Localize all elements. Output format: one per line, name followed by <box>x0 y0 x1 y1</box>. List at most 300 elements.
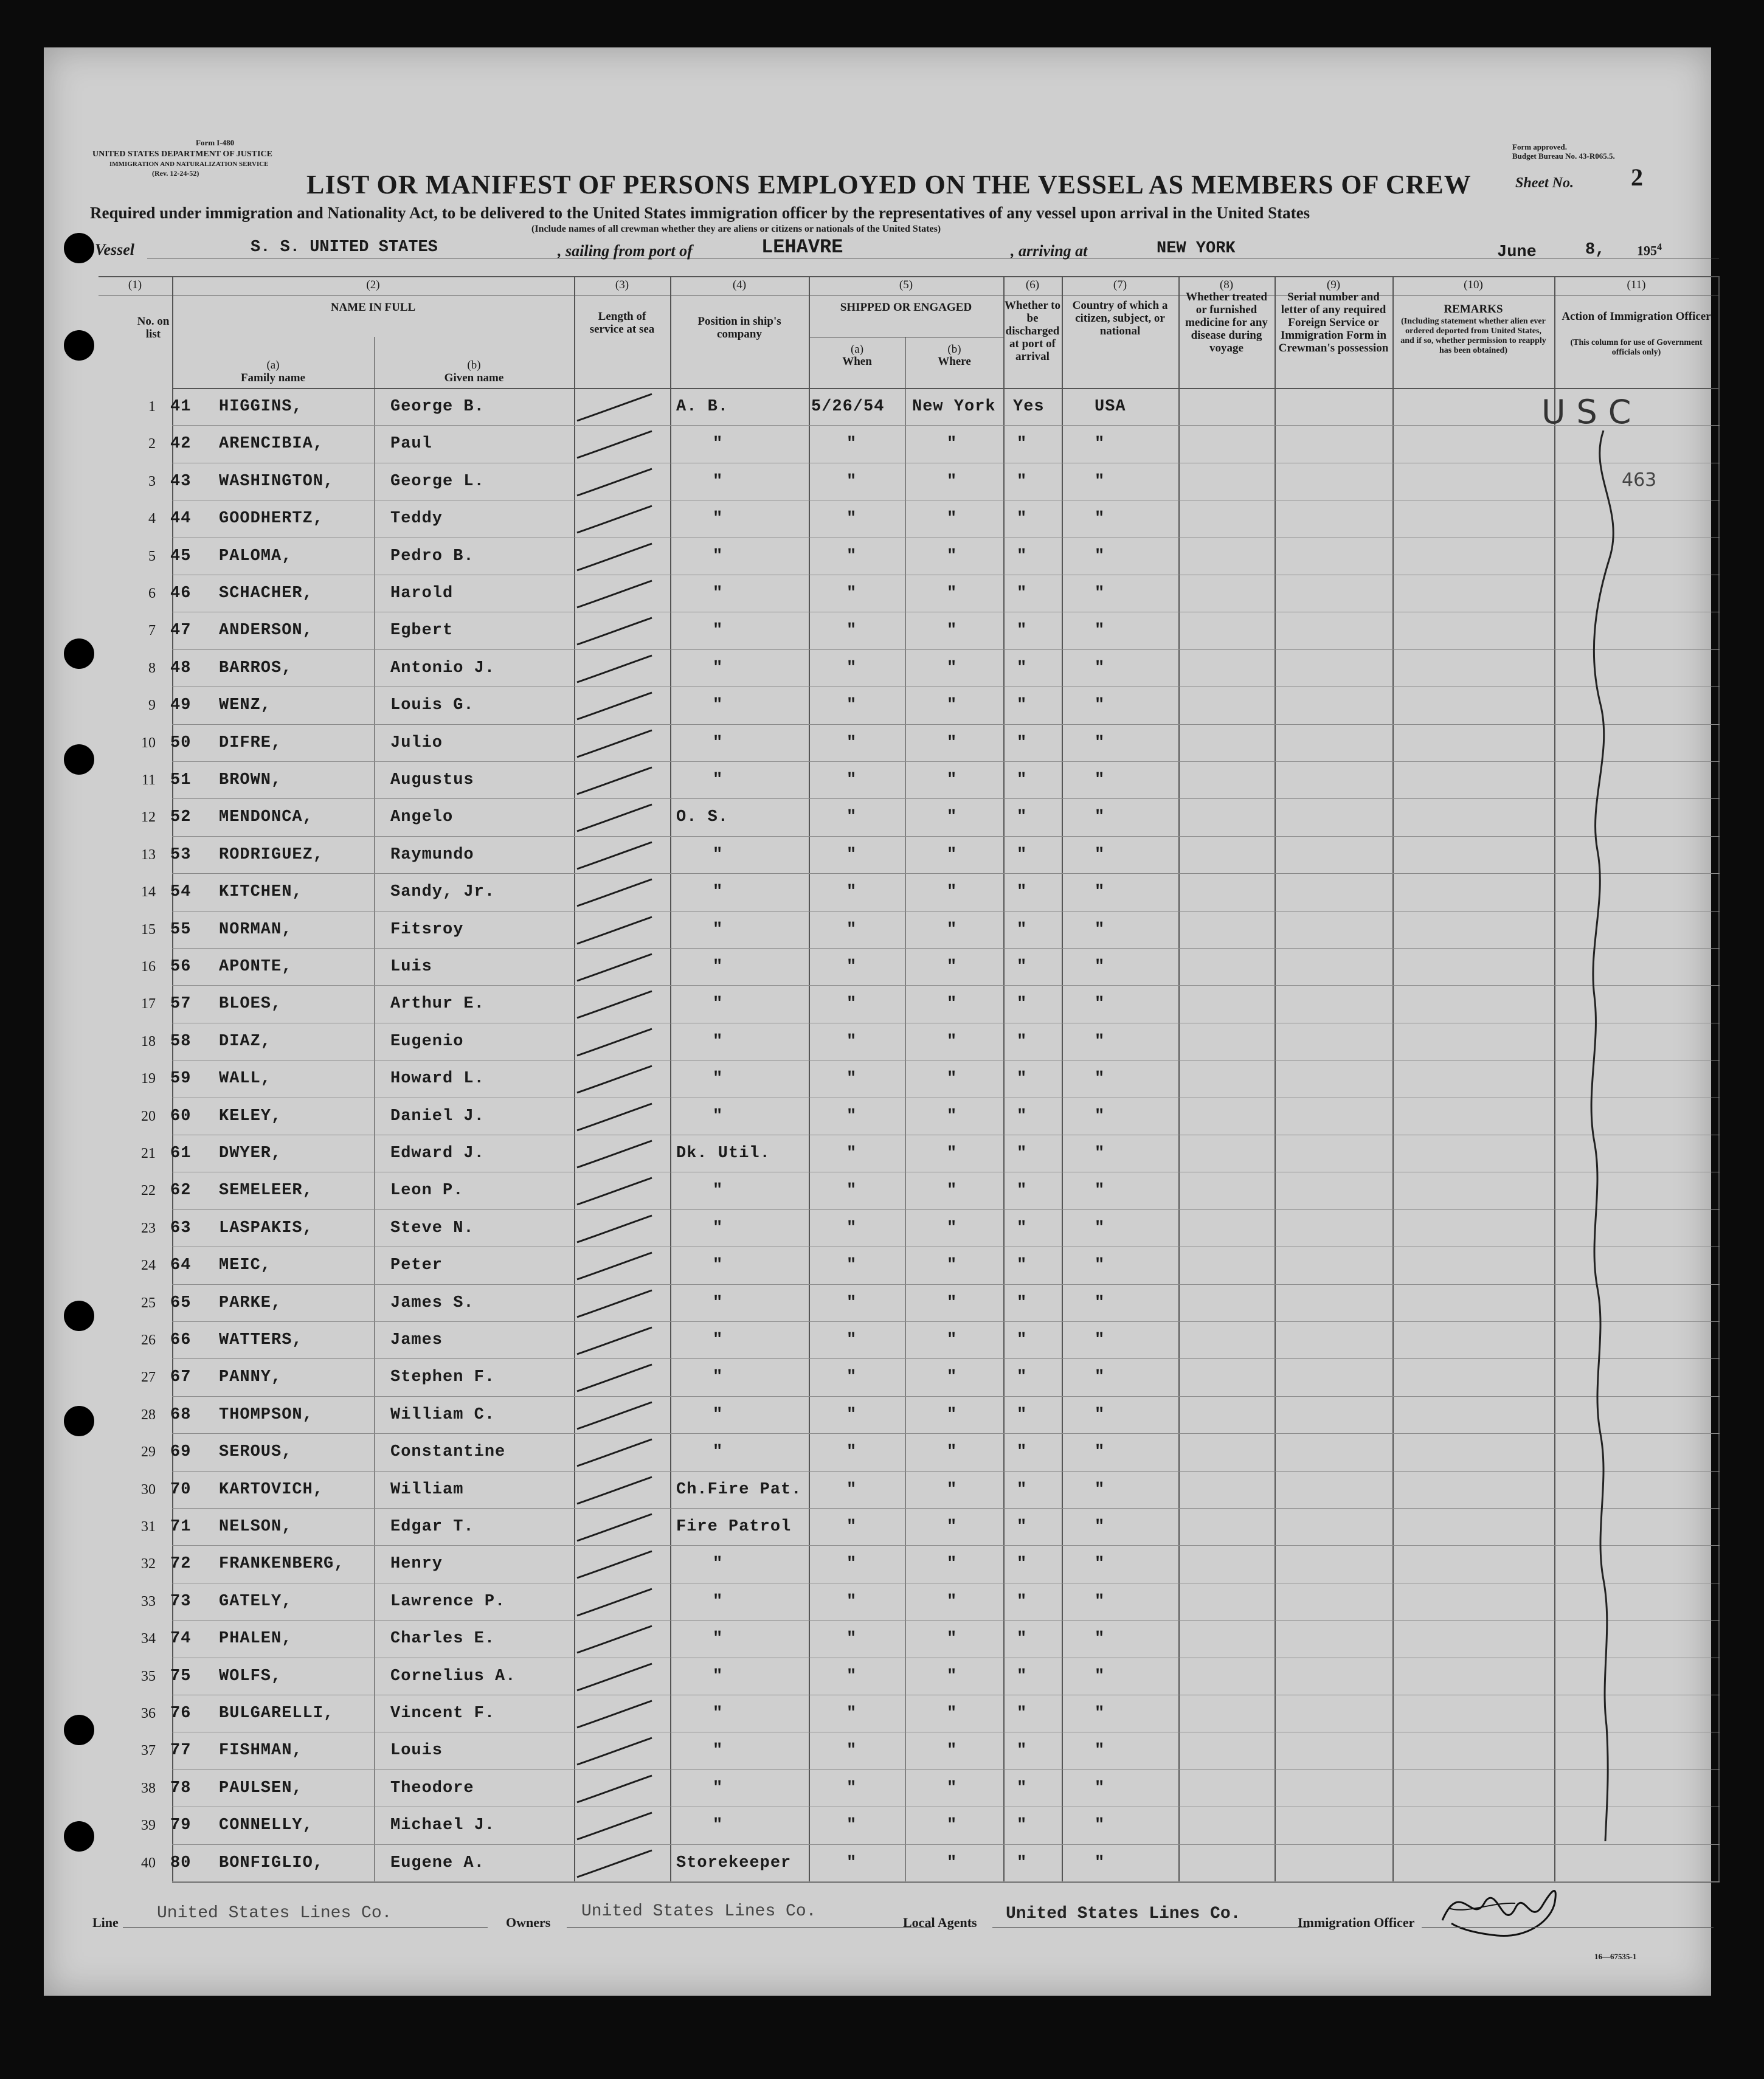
shipped-where: " <box>947 659 958 677</box>
position-in-company: " <box>713 920 724 939</box>
shipped-where: New York <box>912 398 996 416</box>
row-rule <box>172 1396 1720 1397</box>
shipped-when: " <box>846 1555 857 1574</box>
given-name: Paul <box>390 435 432 454</box>
service-tick-mark <box>574 986 653 1023</box>
position-in-company: " <box>713 435 724 454</box>
given-name: Sandy, Jr. <box>390 883 496 902</box>
col-rule <box>809 276 810 1881</box>
citizenship-country: " <box>1095 584 1105 603</box>
crew-list-number: 53 <box>170 845 192 864</box>
service-tick-mark <box>574 949 653 986</box>
row-rule <box>172 1471 1720 1472</box>
position-in-company: " <box>713 883 724 902</box>
citizenship-country: " <box>1095 1070 1105 1088</box>
shipped-when: " <box>846 883 857 902</box>
service-tick-mark <box>574 1211 653 1247</box>
position-in-company: " <box>713 845 724 864</box>
shipped-when: " <box>846 1144 857 1163</box>
col-1-number: (1) <box>128 278 142 291</box>
position-in-company: " <box>713 1443 724 1462</box>
crew-list-number: 62 <box>170 1181 192 1200</box>
row-line-number: 19 <box>141 1071 156 1087</box>
discharge-status: " <box>1017 510 1028 528</box>
shipped-when: " <box>846 1667 857 1686</box>
crew-list-number: 42 <box>170 435 192 454</box>
service-tick-mark <box>574 1509 653 1546</box>
service-tick-mark <box>574 651 653 687</box>
position-in-company: Ch.Fire Pat. <box>676 1480 802 1499</box>
col-rule <box>1178 276 1180 1881</box>
family-name: KELEY, <box>219 1107 282 1126</box>
crew-list-number: 67 <box>170 1368 192 1387</box>
col-2-number: (2) <box>366 278 380 291</box>
given-name: James <box>390 1331 443 1349</box>
service-tick-mark <box>574 1846 653 1882</box>
given-name: Stephen F. <box>390 1368 496 1387</box>
form-approved: Form approved. <box>1512 142 1568 151</box>
given-name: Steve N. <box>390 1219 474 1237</box>
shipped-where: " <box>947 1630 958 1648</box>
citizenship-country: " <box>1095 1779 1105 1797</box>
owners-underline <box>567 1927 932 1928</box>
shipped-where: " <box>947 1816 958 1835</box>
discharge-status: " <box>1017 1480 1028 1499</box>
date-month: June <box>1497 243 1537 261</box>
subtitle-note: (Include names of all crewman whether they are aliens or citizens or nationals of the United States) <box>531 224 941 234</box>
crew-list-number: 73 <box>170 1592 192 1611</box>
shipped-where: " <box>947 1555 958 1574</box>
crew-list-number: 76 <box>170 1704 192 1723</box>
crew-list-number: 49 <box>170 696 192 715</box>
discharge-status: " <box>1017 1742 1028 1760</box>
col-4-header: Position in ship's company <box>697 315 781 341</box>
given-name: Arthur E. <box>390 995 485 1014</box>
citizenship-country: " <box>1095 1032 1105 1051</box>
service-tick-mark <box>574 1061 653 1098</box>
given-name: Peter <box>390 1256 443 1275</box>
shipped-when: " <box>846 1592 857 1611</box>
position-in-company: " <box>713 733 724 752</box>
shipped-where: " <box>947 1256 958 1275</box>
position-in-company: " <box>713 1592 724 1611</box>
family-name: LASPAKIS, <box>219 1219 313 1237</box>
discharge-status: " <box>1017 995 1028 1014</box>
shipped-when: " <box>846 1293 857 1312</box>
family-name: APONTE, <box>219 958 292 976</box>
discharge-status: " <box>1017 733 1028 752</box>
given-name: Howard L. <box>390 1070 485 1088</box>
family-name: FRANKENBERG, <box>219 1555 345 1574</box>
citizenship-country: " <box>1095 547 1105 566</box>
position-in-company: Fire Patrol <box>676 1518 792 1536</box>
binder-hole <box>64 638 94 669</box>
citizenship-country: " <box>1095 472 1105 491</box>
shipped-where: " <box>947 995 958 1014</box>
shipped-when: " <box>846 1779 857 1797</box>
row-rule <box>172 425 1720 426</box>
col-rule <box>1275 276 1276 1881</box>
citizenship-country: " <box>1095 1293 1105 1312</box>
sheet-label: Sheet No. <box>1515 175 1574 191</box>
shipped-when: " <box>846 1630 857 1648</box>
service-tick-mark <box>574 1285 653 1322</box>
shipped-when: " <box>846 1181 857 1200</box>
service-tick-mark <box>574 1360 653 1396</box>
citizenship-country: " <box>1095 1853 1105 1872</box>
position-in-company: Storekeeper <box>676 1853 792 1872</box>
crew-list-number: 59 <box>170 1070 192 1088</box>
given-name: Eugene A. <box>390 1853 485 1872</box>
crew-list-number: 47 <box>170 621 192 640</box>
col-5a-number: (a) <box>850 343 864 356</box>
service-tick-mark <box>574 912 653 949</box>
given-name: Michael J. <box>390 1816 496 1835</box>
given-name: Julio <box>390 733 443 752</box>
position-in-company: " <box>713 1181 724 1200</box>
table-top-rule <box>99 276 1719 277</box>
col-7-header: Country of which a citizen, subject, or national <box>1072 299 1168 337</box>
crew-list-number: 50 <box>170 733 192 752</box>
shipped-where: " <box>947 1779 958 1797</box>
col-8-number: (8) <box>1219 278 1234 291</box>
col-11-header: Action of Immigration Officer <box>1562 310 1711 323</box>
crew-list-number: 70 <box>170 1480 192 1499</box>
row-rule <box>172 1321 1720 1322</box>
sailing-label: , sailing from port of <box>558 242 693 260</box>
discharge-status: " <box>1017 1816 1028 1835</box>
discharge-status: " <box>1017 1032 1028 1051</box>
col-3-header: Length of service at sea <box>589 310 655 336</box>
position-in-company: " <box>713 1256 724 1275</box>
row-rule <box>172 1620 1720 1621</box>
shipped-where: " <box>947 1032 958 1051</box>
position-in-company: " <box>713 1293 724 1312</box>
service-tick-mark <box>574 426 653 463</box>
row-line-number: 24 <box>141 1257 156 1274</box>
shipped-where: " <box>947 1331 958 1349</box>
row-line-number: 9 <box>148 697 156 714</box>
position-in-company: Dk. Util. <box>676 1144 770 1163</box>
citizenship-country: " <box>1095 1630 1105 1648</box>
position-in-company: O. S. <box>676 808 729 827</box>
given-name: Antonio J. <box>390 659 496 677</box>
page-title: LIST OR MANIFEST OF PERSONS EMPLOYED ON THE VESSEL AS MEMBERS OF CREW <box>306 170 1472 199</box>
header-bottom-rule <box>172 388 1720 389</box>
date-day: 8, <box>1585 241 1605 259</box>
wavy-line-mark <box>1552 424 1637 1914</box>
manifest-sheet <box>44 47 1711 1996</box>
row-rule <box>172 761 1720 762</box>
discharge-status: " <box>1017 1219 1028 1237</box>
row-line-number: 8 <box>148 660 156 676</box>
col-rule <box>1718 276 1720 1881</box>
service-tick-mark <box>574 1659 653 1695</box>
family-name: BLOES, <box>219 995 282 1014</box>
discharge-status: " <box>1017 1144 1028 1163</box>
family-name: KARTOVICH, <box>219 1480 324 1499</box>
citizenship-country: " <box>1095 995 1105 1014</box>
family-name: NELSON, <box>219 1518 292 1536</box>
line-underline <box>123 1927 488 1928</box>
col-7-number: (7) <box>1113 278 1127 291</box>
citizenship-country: " <box>1095 845 1105 864</box>
discharge-status: " <box>1017 1107 1028 1126</box>
citizenship-country: " <box>1095 659 1105 677</box>
position-in-company: " <box>713 1405 724 1424</box>
revision: (Rev. 12-24-52) <box>152 169 199 178</box>
family-name: DIFRE, <box>219 733 282 752</box>
citizenship-country: " <box>1095 1704 1105 1723</box>
service-tick-mark <box>574 725 653 762</box>
shipped-when: " <box>846 1331 857 1349</box>
family-name: MENDONCA, <box>219 808 313 827</box>
given-name: George B. <box>390 398 485 416</box>
shipped-where: " <box>947 808 958 827</box>
shipped-when: " <box>846 1070 857 1088</box>
shipped-where: " <box>947 845 958 864</box>
shipped-when: " <box>846 1443 857 1462</box>
given-name: Edgar T. <box>390 1518 474 1536</box>
position-in-company: " <box>713 1368 724 1387</box>
discharge-status: " <box>1017 1853 1028 1872</box>
shipped-when: " <box>846 1256 857 1275</box>
col-rule <box>670 276 671 1881</box>
service-tick-mark <box>574 1136 653 1172</box>
crew-list-number: 80 <box>170 1853 192 1872</box>
col-5b-header: Where <box>938 355 971 368</box>
col-11-number: (11) <box>1627 278 1646 291</box>
shipped-when: " <box>846 547 857 566</box>
shipped-where: " <box>947 1443 958 1462</box>
family-name: BARROS, <box>219 659 292 677</box>
position-in-company: " <box>713 958 724 976</box>
service-tick-mark <box>574 1173 653 1209</box>
row-line-number: 16 <box>141 959 156 975</box>
col-8-header: Whether treated or furnished medicine for any disease during voyage <box>1185 291 1268 355</box>
discharge-status: " <box>1017 1405 1028 1424</box>
family-name: RODRIGUEZ, <box>219 845 324 864</box>
given-name: Constantine <box>390 1443 506 1462</box>
row-line-number: 15 <box>141 921 156 938</box>
given-name: Louis <box>390 1742 443 1760</box>
family-name: WOLFS, <box>219 1667 282 1686</box>
col-5b-number: (b) <box>947 343 961 356</box>
date-year: $195^4$ <box>1637 242 1662 258</box>
officer-underline <box>1422 1927 1714 1928</box>
row-line-number: 31 <box>141 1519 156 1535</box>
shipped-where: " <box>947 771 958 789</box>
discharge-status: " <box>1017 472 1028 491</box>
shipped-where: " <box>947 510 958 528</box>
crew-list-number: 75 <box>170 1667 192 1686</box>
family-name: CONNELLY, <box>219 1816 313 1835</box>
family-name: DWYER, <box>219 1144 282 1163</box>
discharge-status: " <box>1017 1592 1028 1611</box>
crew-list-number: 48 <box>170 659 192 677</box>
service-tick-mark <box>574 1397 653 1434</box>
family-name: GOODHERTZ, <box>219 510 324 528</box>
port-of-arrival: NEW YORK <box>1157 240 1236 258</box>
shipped-where: " <box>947 584 958 603</box>
service-tick-mark <box>574 800 653 836</box>
col-9-number: (9) <box>1326 278 1341 291</box>
discharge-status: " <box>1017 659 1028 677</box>
position-in-company: " <box>713 771 724 789</box>
shipped-when: 5/26/54 <box>811 398 885 416</box>
crew-list-number: 60 <box>170 1107 192 1126</box>
position-in-company: " <box>713 510 724 528</box>
position-in-company: " <box>713 1331 724 1349</box>
citizenship-country: " <box>1095 435 1105 454</box>
given-name: Angelo <box>390 808 454 827</box>
family-name: WATTERS, <box>219 1331 303 1349</box>
family-name: KITCHEN, <box>219 883 303 902</box>
col-2b-header: Given name <box>444 372 504 384</box>
given-name: Louis G. <box>390 696 474 715</box>
discharge-status: " <box>1017 696 1028 715</box>
subtitle: Required under immigration and Nationality Act, to be delivered to the United States immigration officer by the representatives of any vessel upon arrival in the United States <box>90 204 1310 222</box>
shipped-where: " <box>947 1181 958 1200</box>
row-rule <box>172 724 1720 725</box>
position-in-company: " <box>713 995 724 1014</box>
row-line-number: 38 <box>141 1780 156 1796</box>
family-name: SEROUS, <box>219 1443 292 1462</box>
binder-hole <box>64 1406 94 1436</box>
given-name: Teddy <box>390 510 443 528</box>
row-rule <box>172 798 1720 799</box>
shipped-when: " <box>846 1704 857 1723</box>
shipped-when: " <box>846 510 857 528</box>
discharge-status: " <box>1017 584 1028 603</box>
position-in-company: " <box>713 1555 724 1574</box>
shipped-where: " <box>947 1853 958 1872</box>
citizenship-country: " <box>1095 696 1105 715</box>
row-line-number: 35 <box>141 1668 156 1684</box>
row-line-number: 12 <box>141 809 156 826</box>
shipped-when: " <box>846 1853 857 1872</box>
binder-hole <box>64 1715 94 1745</box>
shipped-when: " <box>846 472 857 491</box>
crew-list-number: 58 <box>170 1032 192 1051</box>
arriving-label: , arriving at <box>1011 242 1088 260</box>
col-6-header: Whether to be discharged at port of arrival <box>1005 299 1060 363</box>
row-line-number: 34 <box>141 1631 156 1647</box>
position-in-company: " <box>713 584 724 603</box>
family-name: BULGARELLI, <box>219 1704 334 1723</box>
shipped-when: " <box>846 771 857 789</box>
given-name: James S. <box>390 1293 474 1312</box>
row-rule <box>172 649 1720 650</box>
print-code: 16—67535-1 <box>1594 1952 1637 1961</box>
shipped-where: " <box>947 621 958 640</box>
family-name: WALL, <box>219 1070 272 1088</box>
row-rule <box>172 948 1720 949</box>
crew-list-number: 57 <box>170 995 192 1014</box>
service-tick-mark <box>574 1323 653 1359</box>
family-name: SEMELEER, <box>219 1181 313 1200</box>
col-rule <box>1062 276 1063 1881</box>
crew-list-number: 56 <box>170 958 192 976</box>
shipped-where: " <box>947 1405 958 1424</box>
crew-list-number: 65 <box>170 1293 192 1312</box>
service-tick-mark <box>574 1808 653 1844</box>
citizenship-country: " <box>1095 1405 1105 1424</box>
discharge-status: " <box>1017 547 1028 566</box>
family-name: PANNY, <box>219 1368 282 1387</box>
shipped-when: " <box>846 733 857 752</box>
shipped-where: " <box>947 1667 958 1686</box>
given-name: Egbert <box>390 621 454 640</box>
row-line-number: 37 <box>141 1743 156 1759</box>
service-tick-mark <box>574 501 653 538</box>
col-1-header: No. on list <box>137 315 170 341</box>
shipped-when: " <box>846 808 857 827</box>
row-line-number: 28 <box>141 1406 156 1423</box>
col-5-header: SHIPPED OR ENGAGED <box>840 301 972 314</box>
crew-list-number: 52 <box>170 808 192 827</box>
owners-label: Owners <box>506 1915 551 1930</box>
row-line-number: 39 <box>141 1818 156 1834</box>
crew-list-number: 69 <box>170 1443 192 1462</box>
row-line-number: 2 <box>148 436 156 452</box>
row-line-number: 27 <box>141 1369 156 1386</box>
col-rule <box>1003 276 1005 1881</box>
position-in-company: " <box>713 1219 724 1237</box>
line-label: Line <box>92 1915 119 1930</box>
citizenship-country: " <box>1095 920 1105 939</box>
citizenship-country: " <box>1095 1219 1105 1237</box>
agents-underline <box>992 1927 1309 1928</box>
service-tick-mark <box>574 1099 653 1135</box>
given-name: Raymundo <box>390 845 474 864</box>
service-tick-mark <box>574 1584 653 1621</box>
shipped-when: " <box>846 1405 857 1424</box>
crew-list-number: 45 <box>170 547 192 566</box>
citizenship-country: " <box>1095 1331 1105 1349</box>
given-name: Harold <box>390 584 454 603</box>
row-line-number: 18 <box>141 1033 156 1050</box>
service-tick-mark <box>574 576 653 612</box>
service-tick-mark <box>574 1248 653 1284</box>
citizenship-country: " <box>1095 1592 1105 1611</box>
crew-list-number: 66 <box>170 1331 192 1349</box>
discharge-status: " <box>1017 1555 1028 1574</box>
given-name: Vincent F. <box>390 1704 496 1723</box>
shipped-when: " <box>846 995 857 1014</box>
citizenship-country: " <box>1095 1107 1105 1126</box>
row-line-number: 5 <box>148 548 156 564</box>
row-rule <box>172 985 1720 986</box>
shipped-where: " <box>947 1704 958 1723</box>
row-line-number: 40 <box>141 1855 156 1871</box>
shipped-where: " <box>947 1480 958 1499</box>
row-line-number: 22 <box>141 1183 156 1199</box>
family-name: MEIC, <box>219 1256 272 1275</box>
given-name: Augustus <box>390 771 474 789</box>
crew-list-number: 64 <box>170 1256 192 1275</box>
row-line-number: 23 <box>141 1220 156 1236</box>
shipped-where: " <box>947 958 958 976</box>
binder-hole <box>64 330 94 361</box>
family-name: ARENCIBIA, <box>219 435 324 454</box>
col-rule <box>905 337 906 1881</box>
crew-list-number: 51 <box>170 771 192 789</box>
shipped-where: " <box>947 696 958 715</box>
col-rule <box>1392 276 1394 1881</box>
discharge-status: " <box>1017 771 1028 789</box>
col-4-number: (4) <box>732 278 747 291</box>
